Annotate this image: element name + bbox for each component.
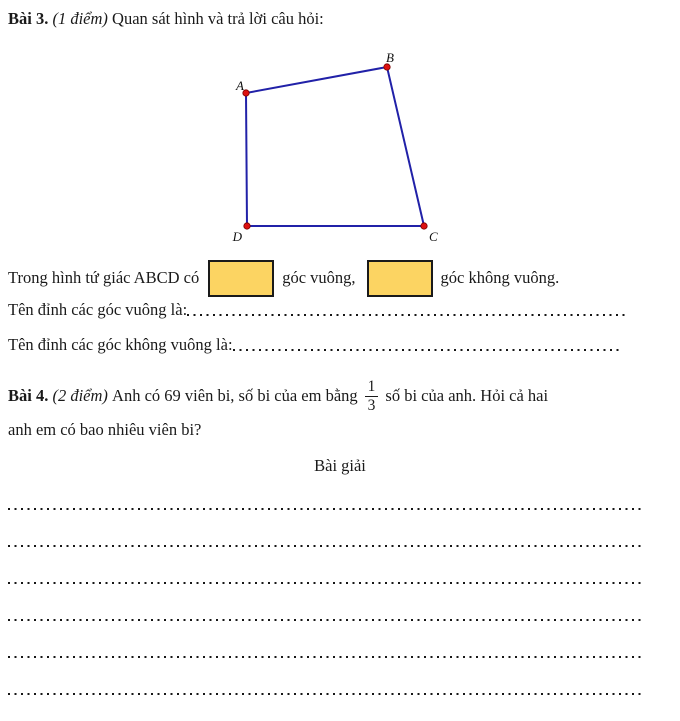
answer-line[interactable] — [8, 508, 642, 510]
solution-answer-lines — [8, 508, 642, 695]
exercise4-points: (2 điểm) — [52, 386, 108, 405]
answer-line[interactable] — [8, 619, 642, 621]
fill-in-sentence — [8, 256, 559, 300]
quadrilateral-figure — [200, 45, 450, 250]
quadrilateral-outline — [246, 67, 424, 226]
dotted-leader[interactable] — [187, 314, 625, 316]
vertex-point-d — [244, 223, 250, 229]
solution-heading: Bài giải — [314, 456, 366, 475]
vertex-label-b: B — [386, 50, 394, 65]
fill-text-after-box2: góc không vuông. — [440, 268, 560, 287]
non-right-angles-answer-line — [8, 335, 620, 355]
exercise4-label: Bài 4. — [8, 386, 49, 405]
answer-line[interactable] — [8, 582, 642, 584]
exercise4-text-after-fraction: số bi của anh. Hỏi cả hai — [385, 386, 549, 405]
answer-line[interactable] — [8, 693, 642, 695]
fill-text-after-box1: góc vuông, — [282, 268, 356, 287]
vertex-label-c: C — [429, 229, 438, 244]
exercise4-text-before-fraction: Anh có 69 viên bi, số bi của em bằng — [112, 386, 358, 405]
vertex-label-a: A — [236, 78, 244, 93]
non-right-angle-count-box[interactable] — [367, 260, 433, 297]
answer-line[interactable] — [8, 656, 642, 658]
exercise3-label: Bài 3. — [8, 9, 49, 28]
answer-line[interactable] — [8, 545, 642, 547]
exercise3-prompt: Quan sát hình và trả lời câu hỏi: — [112, 9, 324, 28]
right-angle-count-box[interactable] — [208, 260, 274, 297]
fill-text-before-box1: Trong hình tứ giác ABCD có — [8, 268, 200, 287]
dotted-leader[interactable] — [233, 349, 620, 351]
vertex-label-d: D — [232, 229, 242, 244]
exercise3-points: (1 điểm) — [52, 9, 108, 28]
right-angles-answer-label: Tên đỉnh các góc vuông là: — [8, 300, 188, 319]
non-right-angles-answer-label: Tên đỉnh các góc không vuông là: — [8, 335, 233, 354]
exercise3-heading — [8, 9, 324, 29]
right-angles-answer-line — [8, 300, 625, 320]
vertex-point-c — [421, 223, 427, 229]
fraction-denominator: 3 — [365, 396, 379, 415]
exercise4-heading — [8, 372, 548, 420]
exercise4-text-line2: anh em có bao nhiêu viên bi? — [8, 420, 202, 439]
fraction-numerator: 1 — [367, 377, 376, 395]
fraction-one-third — [365, 378, 379, 415]
